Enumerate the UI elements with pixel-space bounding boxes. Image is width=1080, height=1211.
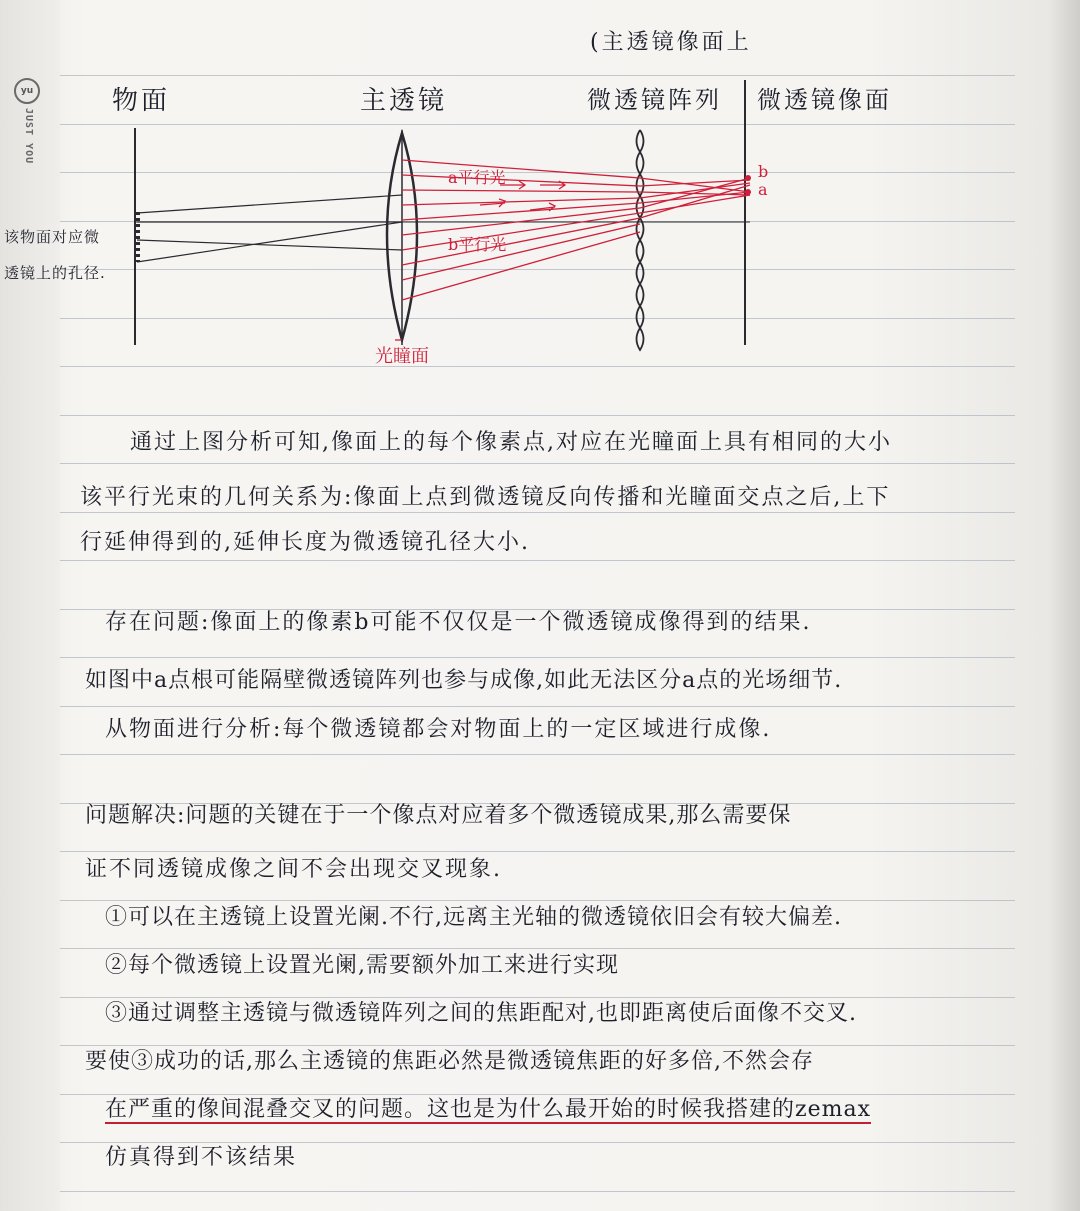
optics-diagram: [0, 0, 1080, 380]
label-point-b: b: [758, 162, 769, 181]
p3-line6: 要使③成功的话,那么主透镜的焦距必然是微透镜焦距的好多倍,不然会存: [85, 1049, 814, 1074]
ruled-line: [60, 1191, 1015, 1192]
microlens-element: [637, 218, 644, 240]
p2-line3: 从物面进行分析:每个微透镜都会对物面上的一定区域进行成像.: [105, 717, 772, 742]
label-mla-image: 微透镜像面: [757, 86, 892, 114]
label-mla-note: (主透镜像面上: [590, 30, 752, 55]
ruled-line: [60, 657, 1015, 658]
microlens-element: [637, 130, 644, 152]
microlens-element: [637, 262, 644, 284]
p1-line1: 通过上图分析可知,像面上的每个像素点,对应在光瞳面上具有相同的大小: [130, 430, 892, 455]
p3-line2: 证不同透镜成像之间不会出现交叉现象.: [85, 857, 502, 882]
microlens-element: [637, 152, 644, 174]
ruled-line: [60, 706, 1015, 707]
p3-line7: 在严重的像间混叠交叉的问题。这也是为什么最开始的时候我搭建的zemax: [105, 1097, 871, 1122]
red-label-stop: 光瞳面: [375, 346, 429, 367]
p1-line2: 该平行光束的几何关系为:像面上点到微透镜反向传播和光瞳面交点之后,上下: [80, 485, 891, 510]
p3-line1: 问题解决:问题的关键在于一个像点对应着多个微透镜成果,那么需要保: [85, 803, 792, 828]
microlens-element: [637, 284, 644, 306]
label-mla: 微透镜阵列: [587, 86, 722, 114]
brand-logo-icon: yu: [14, 78, 40, 104]
p2-line2: 如图中a点根可能隔壁微透镜阵列也参与成像,如此无法区分a点的光场细节.: [85, 668, 843, 693]
p3-line8: 仿真得到不该结果: [105, 1145, 298, 1170]
p3-item3: ③通过调整主透镜与微透镜阵列之间的焦距配对,也即距离使后面像不交叉.: [105, 1001, 857, 1026]
label-main-lens: 主透镜: [360, 86, 448, 116]
microlens-element: [637, 240, 644, 262]
brand-text: JUST YOU: [23, 108, 34, 165]
point-a-marker: [745, 189, 751, 195]
microlens-element: [637, 306, 644, 328]
ruled-line: [60, 415, 1015, 416]
p1-line3: 行延伸得到的,延伸长度为微透镜孔径大小.: [80, 530, 530, 555]
p2-line1: 存在问题:像面上的像素b可能不仅仅是一个微透镜成像得到的结果.: [105, 610, 812, 635]
label-point-a: a: [758, 180, 768, 199]
red-label-parallel-a: a平行光: [448, 168, 506, 187]
ruled-line: [60, 463, 1015, 464]
p3-item2: ②每个微透镜上设置光阑,需要额外加工来进行实现: [105, 953, 619, 978]
p3-item1: ①可以在主透镜上设置光阑.不行,远离主光轴的微透镜依旧会有较大偏差.: [105, 905, 842, 930]
red-label-parallel-b: b平行光: [448, 235, 507, 254]
microlens-array: [637, 130, 644, 350]
label-object-plane: 物面: [112, 86, 171, 116]
microlens-element: [637, 328, 644, 350]
left-note-line1: 该物面对应微: [4, 228, 101, 246]
ruled-line: [60, 560, 1015, 561]
ruled-line: [60, 512, 1015, 513]
left-note-line2: 透镜上的孔径.: [4, 264, 106, 282]
point-b-marker: [745, 175, 751, 181]
ruled-line: [60, 754, 1015, 755]
